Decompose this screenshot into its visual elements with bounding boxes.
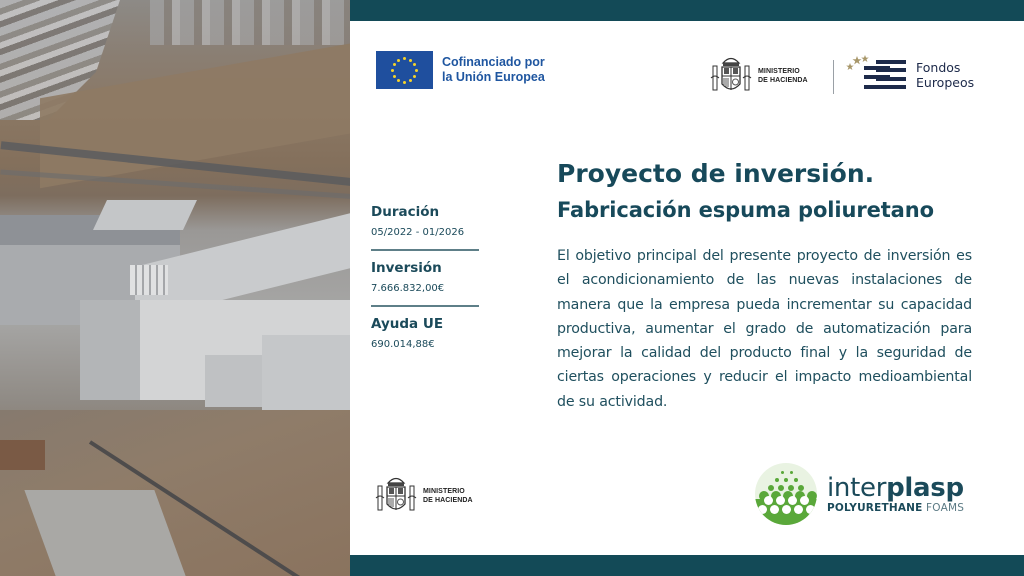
ministerio-line1: MINISTERIO bbox=[758, 68, 800, 75]
interplasp-dots-icon bbox=[755, 463, 817, 525]
ministerio-line1: MINISTERIO bbox=[423, 488, 465, 495]
fondos-europeos-text bbox=[916, 60, 974, 90]
project-facts bbox=[371, 204, 479, 351]
interplasp-name-bold: plasp bbox=[886, 472, 964, 503]
interplasp-wordmark bbox=[827, 474, 964, 515]
fact-label: Inversión bbox=[371, 260, 442, 276]
spain-coat-of-arms-icon bbox=[710, 54, 752, 98]
fact-divider bbox=[371, 249, 479, 251]
fact-value: 7.666.832,00€ bbox=[371, 283, 445, 294]
bottom-accent-bar bbox=[350, 555, 1024, 576]
eu-logo-text bbox=[442, 55, 545, 85]
fact-investment bbox=[371, 260, 479, 295]
ministerio-text-bottom bbox=[423, 487, 473, 505]
interplasp-name-light: inter bbox=[827, 472, 887, 503]
fact-divider bbox=[371, 305, 479, 307]
page-title: Proyecto de inversión. bbox=[557, 159, 875, 188]
fondos-europeos-logo bbox=[846, 55, 974, 95]
interplasp-logo bbox=[755, 463, 964, 525]
interplasp-name bbox=[827, 474, 964, 502]
project-description: El objetivo principal del presente proyecto de inversión es el acondicionamiento de las nuevas instalaciones de manera que la empresa pueda incrementar su capacidad productiva, aumentar el grado de automatización para mejorar la calidad del producto final y la seguridad de ciertas operaciones y reducir el impacto medioambiental de su actividad. bbox=[557, 248, 972, 410]
eu-flag-icon bbox=[376, 51, 433, 89]
ministerio-hacienda-logo-top bbox=[710, 54, 808, 98]
fact-eu-aid bbox=[371, 316, 479, 351]
fact-label: Duración bbox=[371, 204, 440, 220]
ministerio-text-top bbox=[758, 67, 808, 85]
ministerio-line2: DE HACIENDA bbox=[423, 497, 473, 504]
fondos-line2: Europeos bbox=[916, 75, 975, 90]
interplasp-tagline-bold: POLYURETHANE bbox=[827, 501, 923, 514]
fact-value: 05/2022 - 01/2026 bbox=[371, 227, 465, 238]
fact-value: 690.014,88€ bbox=[371, 339, 435, 350]
page-subtitle: Fabricación espuma poliuretano bbox=[557, 198, 934, 222]
top-accent-bar bbox=[350, 0, 1024, 21]
eu-logo-line2: la Unión Europea bbox=[442, 70, 545, 84]
eu-logo-line1: Cofinanciado por bbox=[442, 55, 545, 69]
fondos-line1: Fondos bbox=[916, 60, 961, 75]
ministerio-line2: DE HACIENDA bbox=[758, 77, 808, 84]
interplasp-tagline bbox=[827, 502, 964, 515]
ministerio-hacienda-logo-bottom bbox=[375, 474, 473, 518]
photo-town-area-2 bbox=[150, 0, 350, 45]
fact-duration bbox=[371, 204, 479, 239]
photo-shed bbox=[0, 440, 45, 470]
fact-label: Ayuda UE bbox=[371, 316, 444, 332]
fondos-europeos-mark-icon bbox=[846, 55, 908, 95]
logo-divider bbox=[833, 60, 834, 94]
interplasp-tagline-light: FOAMS bbox=[922, 501, 965, 514]
spain-coat-of-arms-icon bbox=[375, 474, 417, 518]
aerial-factory-photo bbox=[0, 0, 350, 576]
photo-factory bbox=[0, 195, 350, 405]
eu-cofinanced-logo bbox=[376, 51, 545, 89]
